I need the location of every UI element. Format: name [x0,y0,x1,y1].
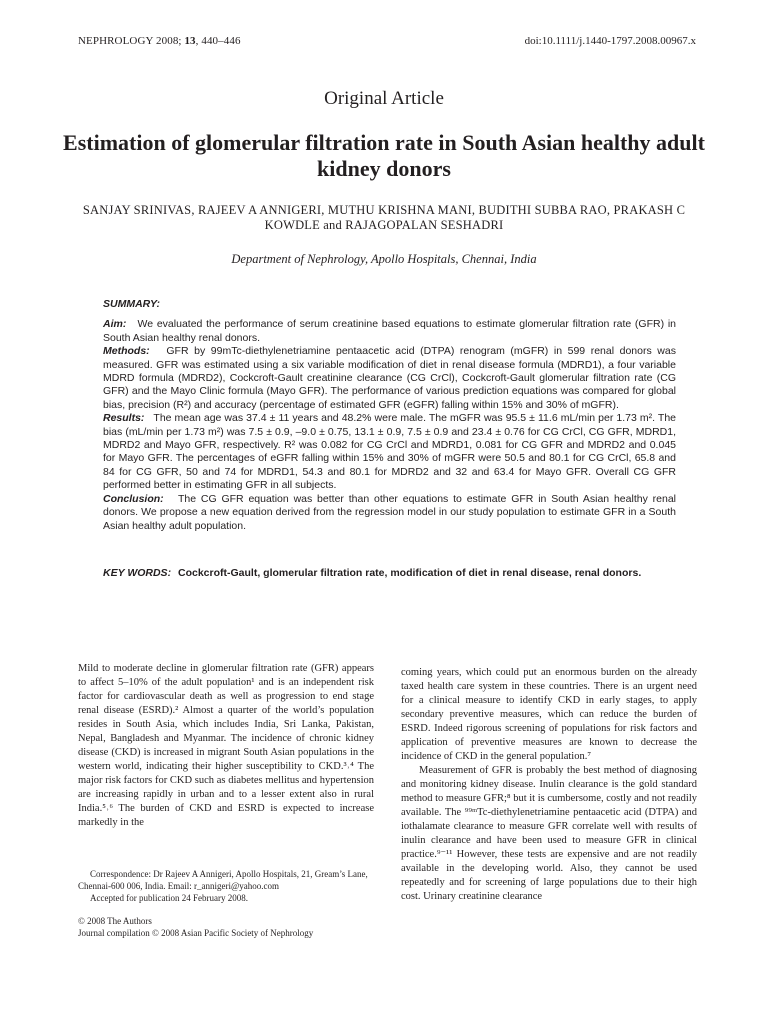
article-type: Original Article [324,88,444,109]
summary-conclusion [103,493,676,533]
body-column-left [78,662,374,830]
body-paragraph: Measurement of GFR is probably the best method of diagnosing and monitoring kidney disease. Inulin clearance is the gold standard method to measure GFR;⁸ but it is cumbersome, costly and not readily available. The ⁹⁹ᵐTc-diethylenetriamine pentaacetic acid (DTPA) and iothalamate clearance to measure GFR correlate well with results of inulin clearance and have been used to measure GFR in clinical practice.⁹⁻¹¹ However, these tests are expensive and are not readily available in the developing world. Also, they cannot be used repeatedly and for screening of large populations due to their high cost. Urinary creatinine clearance [401,765,697,902]
body-paragraph: Mild to moderate decline in glomerular filtration rate (GFR) appears to affect 5–10% of the adult population¹ and is an independent risk factor for cardiovascular death as well as progression to end stage renal disease (ESRD).² Almost a quarter of the world’s population resides in South Asia, which includes India, Sri Lanka, Pakistan, Nepal, Bangladesh and Myanmar. The incidence of chronic kidney disease (CKD) is increased in migrant South Asian populations in the western world, indicating their higher susceptibility to CKD.³˒⁴ The major risk factors for CKD such as diabetes mellitus and hypertension are increasing rapidly in urban and to a lesser extent also in rural India.⁵˒⁶ The burden of CKD and ESRD is expected to increase markedly in the [78,663,374,828]
copyright-notice [78,915,378,939]
running-header-journal [78,35,241,47]
conclusion-text: The CG GFR equation was better than other equations to estimate GFR in South Asian healthy renal donors. We propose a new equation derived from the regression model in our study population to estimate GFR in a South Asian healthy adult population. [103,492,677,532]
methods-text: GFR by 99mTc-diethylenetriamine pentaacetic acid (DTPA) renogram (mGFR) in 599 renal donors was measured. GFR was estimated using a six variable modification of diet in renal disease formula (MDRD1), a four variable MDRD formula (MDRD2), Cockcroft-Gault creatinine clearance (CG CrCl), Cockcroft-Gault glomerular filtration rate (CG GFR) and the Mayo Clinic formula (Mayo GFR). The performance of various prediction equations was compared for global bias, precision (R²) and accuracy (percentage of estimated GFR (eGFR) falling within 15% and 30% of mGFR). [103,345,676,411]
keywords-label: KEY WORDS: [103,567,172,579]
aim-text: We evaluated the performance of serum creatinine based equations to estimate glomerular filtration rate (GFR) in South Asian healthy renal donors. [103,318,676,344]
affiliation: Department of Nephrology, Apollo Hospitals, Chennai, India [231,252,537,266]
correspondence-footnote [78,868,374,904]
journal-pages: , 440–446 [195,35,241,47]
journal-year: 2008; [156,35,182,47]
conclusion-label: Conclusion: [103,492,164,505]
summary-methods [103,345,676,412]
keywords [103,566,676,580]
results-label: Results: [103,412,145,425]
aim-label: Aim: [103,318,127,331]
keywords-text: Cockcroft-Gault, glomerular filtration rate, modification of diet in renal disease, renal donors. [177,567,642,579]
results-text: The mean age was 37.4 ± 11 years and 48.2% were male. The mGFR was 95.5 ± 11.6 mL/min per 1.73 m². The bias (mL/min per 1.73 m²) was 7.5 ± 0.9, –9.0 ± 0.75, 13.1 ± 0.9, 7.5 ± 0.9 and 23.4 ± 0.76 for CG CrCl, CG GFR, MDRD1, MDRD2 and Mayo GFR, respectively. R² was 0.082 for CG CrCl and MDRD1, 0.081 for CG GFR and MDRD2 and 0.045 for Mayo GFR. The percentages of eGFR falling within 15% and 30% of mGFR were 50.5 and 80.1 for CG CrCl, 65.8 and 84 for CG GFR, 50 and 74 for MDRD1, 54.3 and 80.1 for MDRD2 and 32 and 63.4 for Mayo GFR. Overall CG GFR performed better in estimating GFR in all subjects. [103,412,677,492]
journal-volume: 13 [184,35,196,47]
summary-results [103,412,676,492]
correspondence-text: Correspondence: Dr Rajeev A Annigeri, Apollo Hospitals, 21, Gream’s Lane, Chennai-600 006, India. Email: r_annigeri@yahoo.com [78,869,368,891]
methods-label: Methods: [103,345,150,358]
body-paragraph: coming years, which could put an enormous burden on the already taxed health care system in these countries. There is an urgent need for a clinical measure to identify CKD in early stages, to apply secondary preventive measures, which can reduce the burden of ESRD. Indeed rigorous screening of populations for risk factors and application of preventive measures are known to decrease the incidence of CKD in the general population.⁷ [401,667,697,762]
article-title: Estimation of glomerular filtration rate in South Asian healthy adult kidney donors [63,130,705,181]
doi: doi:10.1111/j.1440-1797.2008.00967.x [524,35,696,47]
summary-aim [103,318,676,345]
author-list: SANJAY SRINIVAS, RAJEEV A ANNIGERI, MUTHU KRISHNA MANI, BUDITHI SUBBA RAO, PRAKASH C KOWDLE and RAJAGOPALAN SESHADRI [82,203,686,232]
copyright-authors: © 2008 The Authors [78,916,152,926]
summary-block [103,298,676,533]
body-column-right [401,666,697,904]
journal-name: NEPHROLOGY [78,35,154,47]
summary-heading: SUMMARY: [103,298,160,310]
copyright-journal: Journal compilation © 2008 Asian Pacific Society of Nephrology [78,928,314,938]
accepted-date: Accepted for publication 24 February 2008. [90,893,248,903]
